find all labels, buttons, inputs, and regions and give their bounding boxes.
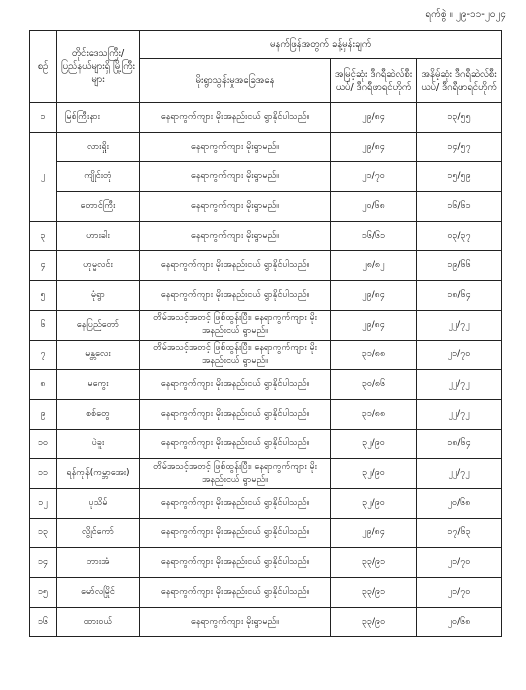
table-row — [30, 488, 502, 518]
city-cell: မော်လမြိုင် — [57, 578, 140, 608]
header-min-temp: အနိမ့်ဆုံး ဒီဂရီဆဲလ်စီးယပ်/ ဒီဂရီဖာရင်ဟိုက် — [417, 59, 502, 103]
max-temp-cell: ၁၆/၆၁ — [331, 221, 417, 251]
table-row — [30, 221, 502, 251]
city-cell: ထားဝယ် — [57, 607, 140, 637]
weather-cell: နေရာကွက်ကျား မိုးရွာမည်။ — [140, 192, 331, 222]
weather-cell: နေရာကွက်ကျား မိုးအနည်းငယ် ရွာနိုင်ပါသည်။ — [140, 518, 331, 548]
city-cell: ကျိုင်းတုံ — [57, 162, 140, 192]
table-row — [30, 399, 502, 429]
city-cell: ပုသိမ် — [57, 488, 140, 518]
city-cell: မန္တလေး — [57, 340, 140, 370]
min-temp-cell: ၁၈/၆၄ — [417, 429, 502, 459]
min-temp-cell: ၂၁/၇၀ — [417, 340, 502, 370]
serial-no-cell: ၈ — [30, 370, 57, 400]
max-temp-cell: ၂၉/၈၄ — [331, 132, 417, 162]
weather-cell: နေရာကွက်ကျား မိုးရွာမည်။ — [140, 162, 331, 192]
header-forecast-group: မနက်ဖြန်အတွက် ခန့်မှန်းချက် — [140, 31, 502, 59]
table-row — [30, 518, 502, 548]
table-row — [30, 548, 502, 578]
city-cell: မုံရွာ — [57, 281, 140, 311]
city-cell: တောင်ကြီး — [57, 192, 140, 222]
max-temp-cell: ၃၃/၉၁ — [331, 548, 417, 578]
table-row — [30, 192, 502, 222]
weather-cell: တိမ်အသင့်အတင့် ဖြစ်ထွန်းပြီး၊ နေရာကွက်ကျား မိုးအနည်းငယ် ရွာမည်။ — [140, 340, 331, 370]
min-temp-cell: ၂၁/၇၀ — [417, 578, 502, 608]
weather-cell: နေရာကွက်ကျား မိုးအနည်းငယ် ရွာနိုင်ပါသည်။ — [140, 548, 331, 578]
serial-no-cell: ၄ — [30, 251, 57, 281]
weather-cell: နေရာကွက်ကျား မိုးအနည်းငယ် ရွာနိုင်ပါသည်။ — [140, 578, 331, 608]
city-cell: လားရှိုး — [57, 132, 140, 162]
table-row — [30, 251, 502, 281]
max-temp-cell: ၃၂/၉၀ — [331, 488, 417, 518]
serial-no-cell: ၂ — [30, 132, 57, 221]
city-cell: နေပြည်တော် — [57, 310, 140, 340]
table-row — [30, 310, 502, 340]
weather-cell: နေရာကွက်ကျား မိုးရွာမည်။ — [140, 132, 331, 162]
serial-no-cell: ၉ — [30, 399, 57, 429]
table-row — [30, 370, 502, 400]
table-row — [30, 281, 502, 311]
city-cell: လွိုင်ကော် — [57, 518, 140, 548]
max-temp-cell: ၂၀/၆၈ — [331, 192, 417, 222]
weather-cell: နေရာကွက်ကျား မိုးအနည်းငယ် ရွာနိုင်ပါသည်။ — [140, 281, 331, 311]
city-cell: ပဲခူး — [57, 429, 140, 459]
max-temp-cell: ၂၈/၈၂ — [331, 251, 417, 281]
min-temp-cell: ၂၀/၆၈ — [417, 607, 502, 637]
serial-no-cell: ၁ — [30, 103, 57, 133]
min-temp-cell: ၁၅/၅၉ — [417, 162, 502, 192]
serial-no-cell: ၃ — [30, 221, 57, 251]
max-temp-cell: ၃၃/၉၀ — [331, 607, 417, 637]
weather-cell: နေရာကွက်ကျား မိုးရွာမည်။ — [140, 607, 331, 637]
max-temp-cell: ၃၂/၉၀ — [331, 429, 417, 459]
city-cell: ဘားအံ — [57, 548, 140, 578]
min-temp-cell: ၂၂/၇၂ — [417, 370, 502, 400]
min-temp-cell: ၁၇/၆၃ — [417, 518, 502, 548]
max-temp-cell: ၂၉/၈၄ — [331, 310, 417, 340]
city-cell: မကွေး — [57, 370, 140, 400]
min-temp-cell: ၂၂/၇၂ — [417, 399, 502, 429]
weather-cell: တိမ်အသင့်အတင့် ဖြစ်ထွန်းပြီး၊ နေရာကွက်ကျား မိုးအနည်းငယ် ရွာမည်။ — [140, 310, 331, 340]
city-cell: စစ်တွေ — [57, 399, 140, 429]
min-temp-cell: ၂၁/၇၀ — [417, 548, 502, 578]
table-row — [30, 132, 502, 162]
min-temp-cell: ၁၈/၆၄ — [417, 281, 502, 311]
min-temp-cell: ၁၉/၆၆ — [417, 251, 502, 281]
table-row — [30, 578, 502, 608]
weather-cell: နေရာကွက်ကျား မိုးအနည်းငယ် ရွာနိုင်ပါသည်။ — [140, 103, 331, 133]
serial-no-cell: ၇ — [30, 340, 57, 370]
max-temp-cell: ၃၃/၉၁ — [331, 578, 417, 608]
max-temp-cell: ၂၉/၈၄ — [331, 518, 417, 548]
weather-cell: နေရာကွက်ကျား မိုးအနည်းငယ် ရွာနိုင်ပါသည်။ — [140, 370, 331, 400]
document-date: ရက်စွဲ ။ ၂၉-၁၁-၂၀၂၄ — [425, 9, 506, 20]
city-cell: ဟားခါး — [57, 221, 140, 251]
max-temp-cell: ၃၂/၉၀ — [331, 459, 417, 489]
table-row — [30, 429, 502, 459]
city-cell: မြစ်ကြီးနား — [57, 103, 140, 133]
weather-cell: နေရာကွက်ကျား မိုးအနည်းငယ် ရွာနိုင်ပါသည်။ — [140, 488, 331, 518]
weather-cell: နေရာကွက်ကျား မိုးအနည်းငယ် ရွာနိုင်ပါသည်။ — [140, 399, 331, 429]
table-row — [30, 103, 502, 133]
serial-no-cell: ၁၃ — [30, 518, 57, 548]
min-temp-cell: ၂၀/၆၈ — [417, 488, 502, 518]
max-temp-cell: ၂၁/၇၀ — [331, 162, 417, 192]
serial-no-cell: ၁၄ — [30, 548, 57, 578]
min-temp-cell: ၁၆/၆၁ — [417, 192, 502, 222]
min-temp-cell: ၂၂/၇၂ — [417, 310, 502, 340]
header-max-temp: အမြင့်ဆုံး ဒီဂရီဆဲလ်စီးယပ်/ ဒီဂရီဖာရင်ဟိုက် — [331, 59, 417, 103]
table-row — [30, 607, 502, 637]
max-temp-cell: ၃၀/၈၆ — [331, 370, 417, 400]
max-temp-cell: ၂၉/၈၄ — [331, 281, 417, 311]
weather-cell: နေရာကွက်ကျား မိုးရွာမည်။ — [140, 221, 331, 251]
city-cell: ဟုမ္မလင်း — [57, 251, 140, 281]
serial-no-cell: ၆ — [30, 310, 57, 340]
header-region-city: တိုင်းဒေသကြီး/ ပြည်နယ်များရှိ မြို့ကြီးများ — [57, 31, 140, 103]
min-temp-cell: ၂၂/၇၂ — [417, 459, 502, 489]
table-row — [30, 459, 502, 489]
min-temp-cell: ၁၄/၅၇ — [417, 132, 502, 162]
table-row — [30, 162, 502, 192]
weather-cell: နေရာကွက်ကျား မိုးအနည်းငယ် ရွာနိုင်ပါသည်။ — [140, 429, 331, 459]
max-temp-cell: ၃၁/၈၈ — [331, 340, 417, 370]
weather-cell: နေရာကွက်ကျား မိုးအနည်းငယ် ရွာနိုင်ပါသည်။ — [140, 251, 331, 281]
header-rainfall: မိုးရွာသွန်းမှုအခြေအနေ — [140, 59, 331, 103]
max-temp-cell: ၂၉/၈၄ — [331, 103, 417, 133]
min-temp-cell: ၁၃/၅၅ — [417, 103, 502, 133]
forecast-table — [29, 30, 502, 637]
weather-cell: တိမ်အသင့်အတင့် ဖြစ်ထွန်းပြီး၊ နေရာကွက်ကျား မိုးအနည်းငယ် ရွာမည်။ — [140, 459, 331, 489]
min-temp-cell: ၀၃/၃၇ — [417, 221, 502, 251]
serial-no-cell: ၁၆ — [30, 607, 57, 637]
serial-no-cell: ၁၂ — [30, 488, 57, 518]
serial-no-cell: ၁၁ — [30, 459, 57, 489]
max-temp-cell: ၃၁/၈၈ — [331, 399, 417, 429]
serial-no-cell: ၁၅ — [30, 578, 57, 608]
city-cell: ရန်ကုန်(ကမ္ဘာအေး) — [57, 459, 140, 489]
serial-no-cell: ၅ — [30, 281, 57, 311]
serial-no-cell: ၁၀ — [30, 429, 57, 459]
header-serial-no: စဉ် — [30, 31, 57, 103]
table-row — [30, 340, 502, 370]
